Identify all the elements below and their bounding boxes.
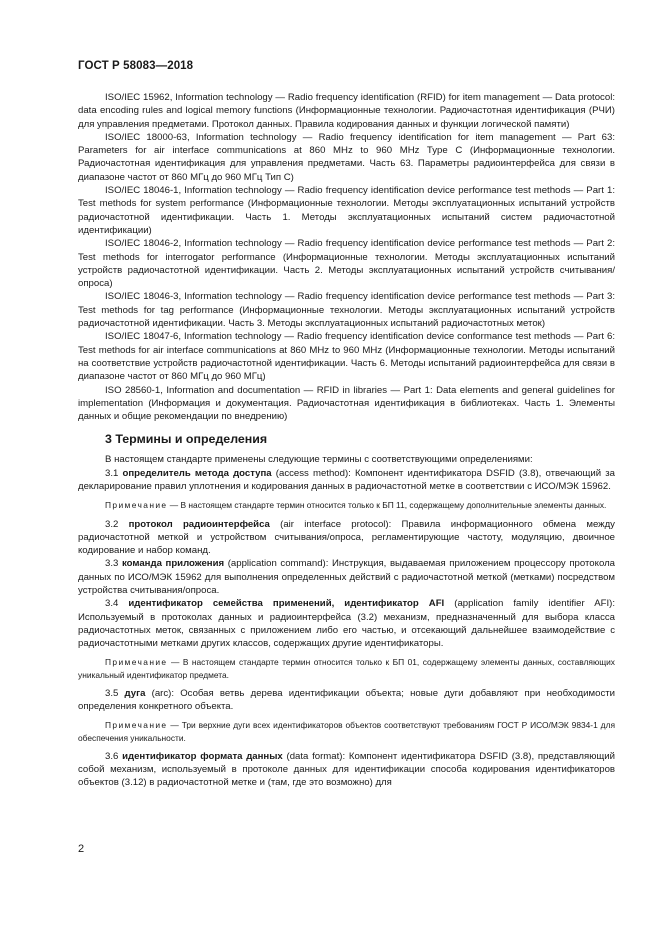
term-3-5 xyxy=(78,687,615,714)
normative-references-list xyxy=(78,91,615,423)
term-number: 3.4 xyxy=(105,598,129,610)
page-content xyxy=(78,91,615,790)
term-number: 3.5 xyxy=(105,687,125,699)
term-definition: (access method): Компонент идентификатора DSFID (3.8), отвечающий за декларирование правил уплотнения и кодирования данных в радиочастотной метке в соответствии с ИСО/МЭК 15962. xyxy=(78,467,616,493)
reference-item: ISO/IEC 18000-63, Information technology — Radio frequency identification for item management — Part 63: Parameters for air interface communications at 860 MHz to 960 MHz Type C (Информационные технологии. Радиочастотная идентификация для управления предметами. Часть 63. Параметры радиоинтерфейса для связи в диапазоне частот от 860 МГц до 960 МГц Тип C) xyxy=(78,131,615,183)
term-definition: (arc): Особая ветвь дерева идентификации объекта; новые дуги добавляют при необходимости определения конкретного объекта. xyxy=(78,687,615,713)
reference-item: ISO/IEC 18047-6, Information technology — Radio frequency identification device conformance test methods — Part 6: Test methods for air interface communications at 860 MHz to 960 MHz (Информационные технологии. Методы испытаний на соответствие устройств радиочастотной идентификации. Часть 6. Методы испытаний радиоинтерфейса для связи в диапазоне частот от 860 МГц до 960 МГц) xyxy=(78,331,615,383)
reference-item: ISO/IEC 15962, Information technology — Radio frequency identification (RFID) for item management — Data protocol: data encoding rules and logical memory functions (Информационные технологии. Радиочастотная идентификация (РЧИ) для управления предметами. Протокол данных. Правила кодирования данных и функции логической памяти) xyxy=(78,92,615,130)
document-header: ГОСТ Р 58083—2018 xyxy=(78,60,194,72)
term-number: 3.6 xyxy=(105,750,123,762)
term-3-3 xyxy=(78,557,615,597)
term-number: 3.1 xyxy=(105,467,123,479)
term-name: идентификатор формата данных xyxy=(122,750,283,762)
term-definition: (air interface protocol): Правила информационного обмена между радиочастотной меткой и устройством считывания/опроса, регламентирующие частоту, модуляцию, двоичное кодирование и набор команд. xyxy=(78,518,615,557)
term-definition: (application family identifier AFI): Используемый в протоколах данных и радиоинтерфейса (3.2) механизм, предназначенный для выбора класса радиочастотных меток, связанных с приложением либо его частью, и отсекающий дальнейшее взаимодействие с радиочастотными метками других классов, содержащих другие идентификаторы. xyxy=(78,598,616,650)
term-name: протокол радиоинтерфейса xyxy=(128,518,270,530)
term-3-1 xyxy=(78,467,615,494)
note xyxy=(78,719,615,743)
note-label: Примечание xyxy=(105,500,168,511)
term-name: дуга xyxy=(124,687,146,699)
note xyxy=(78,499,615,511)
note xyxy=(78,656,615,680)
term-definition: (data format): Компонент идентификатора DSFID (3.8), представляющий собой механизм, используемый в протоколе данных для идентификации способа кодирования идентификаторов объектов (3.12) в радиочастотной метке и (там, где это возможно) для xyxy=(78,750,615,789)
section-heading: 3 Термины и определения xyxy=(105,432,268,447)
term-number: 3.2 xyxy=(105,518,129,530)
reference-item: ISO/IEC 18046-2, Information technology — Radio frequency identification device performance test methods — Part 2: Test methods for interrogator performance (Информационные технологии. Методы эксплуатационных испытаний устройств радиочастотной идентификации. Часть 2. Методы эксплуатационных испытаний устройств считывания/опроса) xyxy=(78,238,615,290)
reference-item: ISO/IEC 18046-1, Information technology — Radio frequency identification device performance test methods — Part 1: Test methods for system performance (Информационные технологии. Методы эксплуатационных испытаний устройств радиочастотной идентификации. Часть 1. Методы эксплуатационных испытаний систем радиочастотной идентификации) xyxy=(78,185,615,236)
term-name: идентификатор семейства применений, идентификатор AFI xyxy=(128,598,445,610)
term-3-6 xyxy=(78,750,615,790)
note-label: Примечание xyxy=(105,720,168,731)
note-text: — В настоящем стандарте термин относится только к БП 01, содержащему элементы данных, составляющих уникальный идентификатор предмета. xyxy=(78,657,615,680)
reference-item: ISO 28560-1, Information and documentation — RFID in libraries — Part 1: Data elements and general guidelines for implementation (Информация и документация. Радиочастотная идентификация в библиотеках. Часть 1. Элементы данных и общие рекомендации по внедрению) xyxy=(78,384,615,423)
note-text: — В настоящем стандарте термин относится только к БП 11, содержащему дополнительные элементы данных. xyxy=(167,500,607,511)
section-intro: В настоящем стандарте применены следующие термины с соответствующими определениями: xyxy=(105,454,533,466)
note-text: — Три верхние дуги всех идентификаторов объектов соответствуют требованиям ГОСТ Р ИСО/МЭК 9834-1 для обеспечения уникальности. xyxy=(78,720,615,743)
term-3-4 xyxy=(78,597,615,650)
note-label: Примечание xyxy=(105,657,168,668)
term-definition: (application command): Инструкция, выдаваемая приложением процессору протокола данных по ИСО/МЭК 15962 для выполнения определенных действий с радиочастотной меткой (метками) посредством устройства считывания/опроса. xyxy=(78,558,615,596)
page-number: 2 xyxy=(78,843,85,855)
term-3-2 xyxy=(78,518,615,558)
term-name: команда приложения xyxy=(121,558,225,570)
term-number: 3.3 xyxy=(105,558,122,570)
term-name: определитель метода доступа xyxy=(122,467,272,479)
reference-item: ISO/IEC 18046-3, Information technology — Radio frequency identification device performance test methods — Part 3: Test methods for tag performance (Информационные технологии. Методы эксплуатационных испытаний устройств радиочастотной идентификации. Часть 3. Методы эксплуатационных испытаний радиочастотных меток) xyxy=(78,291,615,330)
